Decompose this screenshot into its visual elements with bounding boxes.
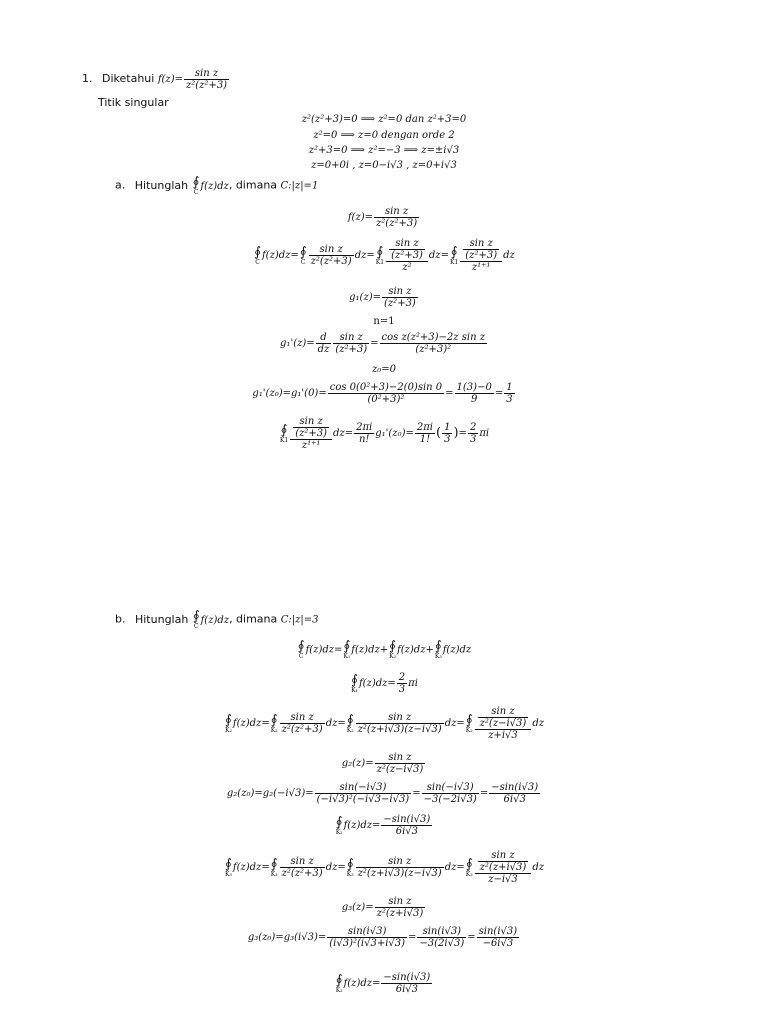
singular-line-4: z=0+0i , z=0−i√3 , z=0+i√3 bbox=[311, 160, 457, 171]
b-sum: ∮ C f(z)dz= ∮ K₁ f(z)dz+ ∮ K₂ f(z)dz+ ∮ K₃ f(z)dz bbox=[297, 639, 472, 660]
part-b-marker: b. bbox=[115, 612, 126, 626]
a-z0-value: z₀=0 bbox=[371, 364, 397, 375]
a-integral-rewrite: ∮ C f(z)dz= ∮ C $\frac{\text{sin z}}{\text{z²(z²+3)}}$ dz= ∮ K1 $\frac{\frac{\text{sin z}}{\text{(z²+3)}}}{\text{z²}}$ dz= ∮ K1 $\frac{\frac{\text{sin z}}{\text{(z²+3)}}}{\text{z¹⁺¹}}$ dz bbox=[254, 238, 515, 273]
contour-integral-icon: ∮ K1 bbox=[449, 244, 459, 266]
part-b-heading: b. Hitunglah ∮ C f(z)dz, dimana C:|z|=3 bbox=[115, 609, 319, 630]
singular-line-2: z²=0 ⟹ z=0 dengan orde 2 bbox=[313, 130, 455, 141]
singular-line-3: z²+3=0 ⟹ z²=−3 ⟹ z=±i√3 bbox=[308, 145, 460, 156]
contour-integral-icon: ∮ K₂ bbox=[389, 639, 397, 660]
a-n-value: n=1 bbox=[373, 316, 395, 327]
b-k3-result: ∮ K₃ f(z)dz= $\frac{-\sin(i√3)}{6i√3}$ bbox=[335, 972, 431, 995]
item-1-line bbox=[82, 68, 230, 91]
contour-integral-icon: ∮ K₁ bbox=[343, 639, 351, 660]
a-result: ∮ K1 $\frac{\frac{\text{sin z}}{\text{(z²+3)}}}{\text{z¹⁺¹}}$ dz= $\frac{2\pi i}{n!}$ g₁'(z₀)= $\frac{2\pi i}{1!}$ ( $\frac{1}{3}$ )= $\frac{2}{3}$ πi bbox=[279, 416, 490, 451]
contour-integral-icon: ∮ C bbox=[192, 175, 200, 196]
contour-integral-icon: ∮ K₂ bbox=[335, 814, 343, 836]
contour-integral-icon: ∮ C bbox=[254, 244, 261, 266]
b-k3-rewrite: ∮ K₃ f(z)dz= ∮ K₃ $\frac{\text{sin z}}{\text{z²(z²+3)}}$ dz= ∮ K₃ $\frac{\text{sin z}}{\text{z²(z+i√3)(z−i√3)}}$ dz= ∮ K₃ $\frac{\frac{\text{sin z}}{\text{z²(z+i√3)}}}{z-i√3}$ dz bbox=[224, 850, 544, 885]
b-k2-result: ∮ K₂ f(z)dz= $\frac{-\sin(i√3)}{6i√3}$ bbox=[335, 814, 431, 837]
contour-integral-icon: ∮ K₁ bbox=[351, 672, 358, 694]
item-number: 1. bbox=[82, 72, 93, 85]
contour-integral-icon: ∮ C bbox=[299, 244, 307, 266]
contour-integral-icon: ∮ K₃ bbox=[335, 972, 343, 994]
contour-integral-icon: ∮ C bbox=[192, 609, 200, 630]
b-k2-rewrite: ∮ K₂ f(z)dz= ∮ K₂ $\frac{\text{sin z}}{\text{z²(z²+3)}}$ dz= ∮ K₂ $\frac{\text{sin z}}{\text{z²(z+i√3)(z−i√3)}}$ dz= ∮ K₂ $\frac{\frac{\text{sin z}}{\text{z²(z−i√3)}}}{z+i√3}$ dz bbox=[224, 706, 544, 741]
part-a-condition: C:|z|=1 bbox=[280, 180, 319, 192]
item-label: Diketahui bbox=[102, 72, 155, 85]
contour-integral-icon: ∮ K₂ bbox=[465, 712, 473, 734]
b-g2-def: g₂(z)= $\frac{\text{sin z}}{\text{z²(z−i√3)}}$ bbox=[341, 752, 424, 775]
contour-integral-icon: ∮ K1 bbox=[279, 422, 289, 444]
contour-integral-icon: ∮ K₃ bbox=[465, 856, 473, 878]
contour-integral-icon: ∮ K₃ bbox=[434, 639, 442, 660]
contour-integral-icon: ∮ K₃ bbox=[224, 856, 232, 878]
b-g3-def: g₃(z)= $\frac{\text{sin z}}{\text{z²(z+i√3)}}$ bbox=[341, 896, 424, 919]
contour-integral-icon: ∮ K₃ bbox=[346, 856, 354, 878]
a-g1-at-z0: g₁'(z₀)=g₁'(0)= $\frac{\text{cos 0(0²+3)−2(0)sin 0}}{\text{(0²+3)²}}$ = $\frac{1(3)-0}{9}$ = $\frac{1}{3}$ bbox=[252, 382, 513, 405]
part-a-heading: a. Hitunglah ∮ C f(z)dz, dimana C:|z|=1 bbox=[115, 175, 319, 196]
singular-line-1: z²(z²+3)=0 ⟹ z²=0 dan z²+3=0 bbox=[301, 114, 467, 125]
part-a-marker: a. bbox=[115, 178, 126, 192]
contour-integral-icon: ∮ K₃ bbox=[270, 856, 278, 878]
a-g1-derivative: g₁'(z)= $\frac{d}{dz}$ $\frac{\text{sin z}}{\text{(z²+3)}}$ = $\frac{\text{cos z(z²+3)−2z sin z}}{\text{(z²+3)²}}$ bbox=[280, 332, 485, 355]
contour-integral-icon: ∮ K₂ bbox=[224, 712, 232, 734]
part-b-condition: C:|z|=3 bbox=[280, 614, 319, 626]
contour-integral-icon: ∮ K₂ bbox=[270, 712, 278, 734]
contour-integral-icon: ∮ K₂ bbox=[346, 712, 354, 734]
b-k1-result: ∮ K₁ f(z)dz= $\frac{2}{3}$ πi bbox=[351, 672, 418, 695]
singular-heading: Titik singular bbox=[98, 96, 169, 109]
a-g1-def: g₁(z)= $\frac{\text{sin z}}{\text{(z²+3)}}$ bbox=[349, 286, 416, 309]
b-g3-value: g₃(z₀)=g₃(i√3)= $\frac{\sin(i√3)}{\text{(i√3)²(i√3+i√3)}}$ = $\frac{\sin(i√3)}{-3(2i√3)}$ = $\frac{\sin(i√3)}{-6i√3}$ bbox=[247, 926, 518, 949]
contour-integral-icon: ∮ C bbox=[297, 639, 305, 660]
contour-integral-icon: ∮ K1 bbox=[375, 244, 385, 266]
a-f-def: f(z)= $\frac{\text{sin z}}{\text{z²(z²+3)}}$ bbox=[347, 206, 418, 229]
f-definition: f(z)= $\frac{\text{sin z}}{\text{z²(z²+3)}}$ bbox=[157, 68, 228, 91]
b-g2-value: g₂(z₀)=g₂(−i√3)= $\frac{\sin(-i√3)}{\text{(−i√3)²(−i√3−i√3)}}$ = $\frac{\sin(-i√3)}{-3(-2i√3)}$ = $\frac{-\sin(i√3)}{6i√3}$ bbox=[226, 782, 539, 805]
